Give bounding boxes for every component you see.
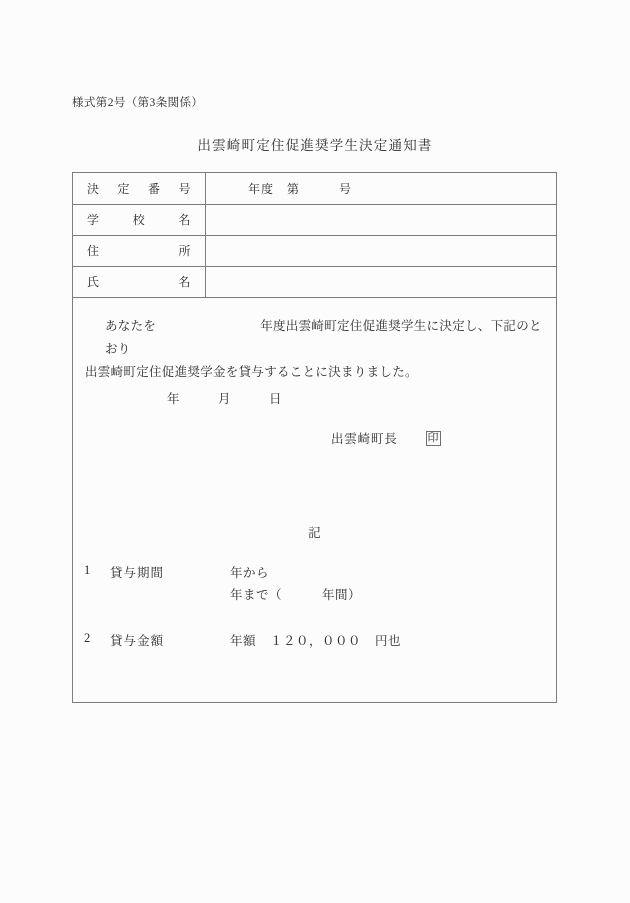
form-number: 様式第2号（第3条関係）	[72, 97, 204, 109]
item-label-loan-period: 貸与期間	[110, 566, 165, 580]
date-month-label: 月	[218, 392, 232, 406]
label-char: 番	[147, 181, 161, 196]
row-label-address	[73, 235, 206, 266]
document-frame	[72, 172, 557, 703]
loan-period-duration: 年間）	[322, 587, 362, 602]
ki-marker: 記	[308, 526, 321, 540]
label-char: 号	[178, 181, 191, 196]
list-item	[84, 631, 544, 653]
date-day-label: 日	[269, 392, 283, 406]
document-title: 出雲崎町定住促進奨学生決定通知書	[197, 138, 433, 153]
label-char: 定	[117, 181, 130, 196]
table-row	[73, 235, 556, 266]
item-value-loan-period	[230, 563, 544, 607]
body-line-2: 出雲崎町定住促進奨学金を貸与することに決まりました。	[85, 365, 418, 380]
amount-period-label: 年額	[230, 633, 257, 648]
amount-value: １２０，０００	[270, 633, 362, 648]
row-label-school-name	[73, 204, 206, 235]
row-value-name[interactable]	[206, 266, 557, 297]
date-line	[167, 389, 282, 407]
applicant-info-table	[73, 173, 556, 298]
row-label-decision-number	[73, 173, 206, 204]
row-label-name	[73, 266, 206, 297]
list-item	[84, 563, 544, 607]
amount-unit: 円也	[375, 633, 402, 648]
row-value-decision-number[interactable]: 年度 第 号	[206, 173, 557, 204]
item-value-loan-amount	[230, 631, 544, 653]
label-char: 氏	[87, 275, 100, 289]
loan-period-end-prefix: 年まで（	[230, 587, 283, 602]
label-char: 名	[178, 275, 191, 289]
detail-items	[84, 563, 544, 677]
notification-body	[85, 315, 546, 384]
table-row	[73, 173, 556, 204]
label-char: 学	[87, 213, 100, 227]
signature-line	[331, 429, 441, 447]
label-char: 名	[178, 213, 191, 227]
item-label-loan-amount: 貸与金額	[110, 633, 165, 648]
loan-period-start: 年から	[230, 566, 270, 580]
item-number: 2	[84, 630, 91, 645]
label-char: 所	[178, 244, 191, 258]
date-year-label: 年	[167, 392, 181, 406]
label-char: 校	[132, 213, 146, 227]
label-char: 住	[87, 244, 100, 258]
table-row	[73, 204, 556, 235]
item-number: 1	[84, 563, 91, 577]
body-line-1-suffix: 年度出雲崎町定住促進奨学生に決定し、下記のとおり	[105, 319, 542, 357]
label-char: 決	[87, 181, 100, 196]
table-row	[73, 266, 556, 297]
signatory-name: 出雲崎町長	[331, 432, 398, 446]
row-value-address[interactable]	[206, 235, 557, 266]
seal-stamp-icon: 印	[427, 431, 439, 444]
body-line-1	[85, 315, 546, 361]
body-line-1-prefix: あなたを	[105, 319, 157, 333]
row-value-school-name[interactable]	[206, 204, 557, 235]
